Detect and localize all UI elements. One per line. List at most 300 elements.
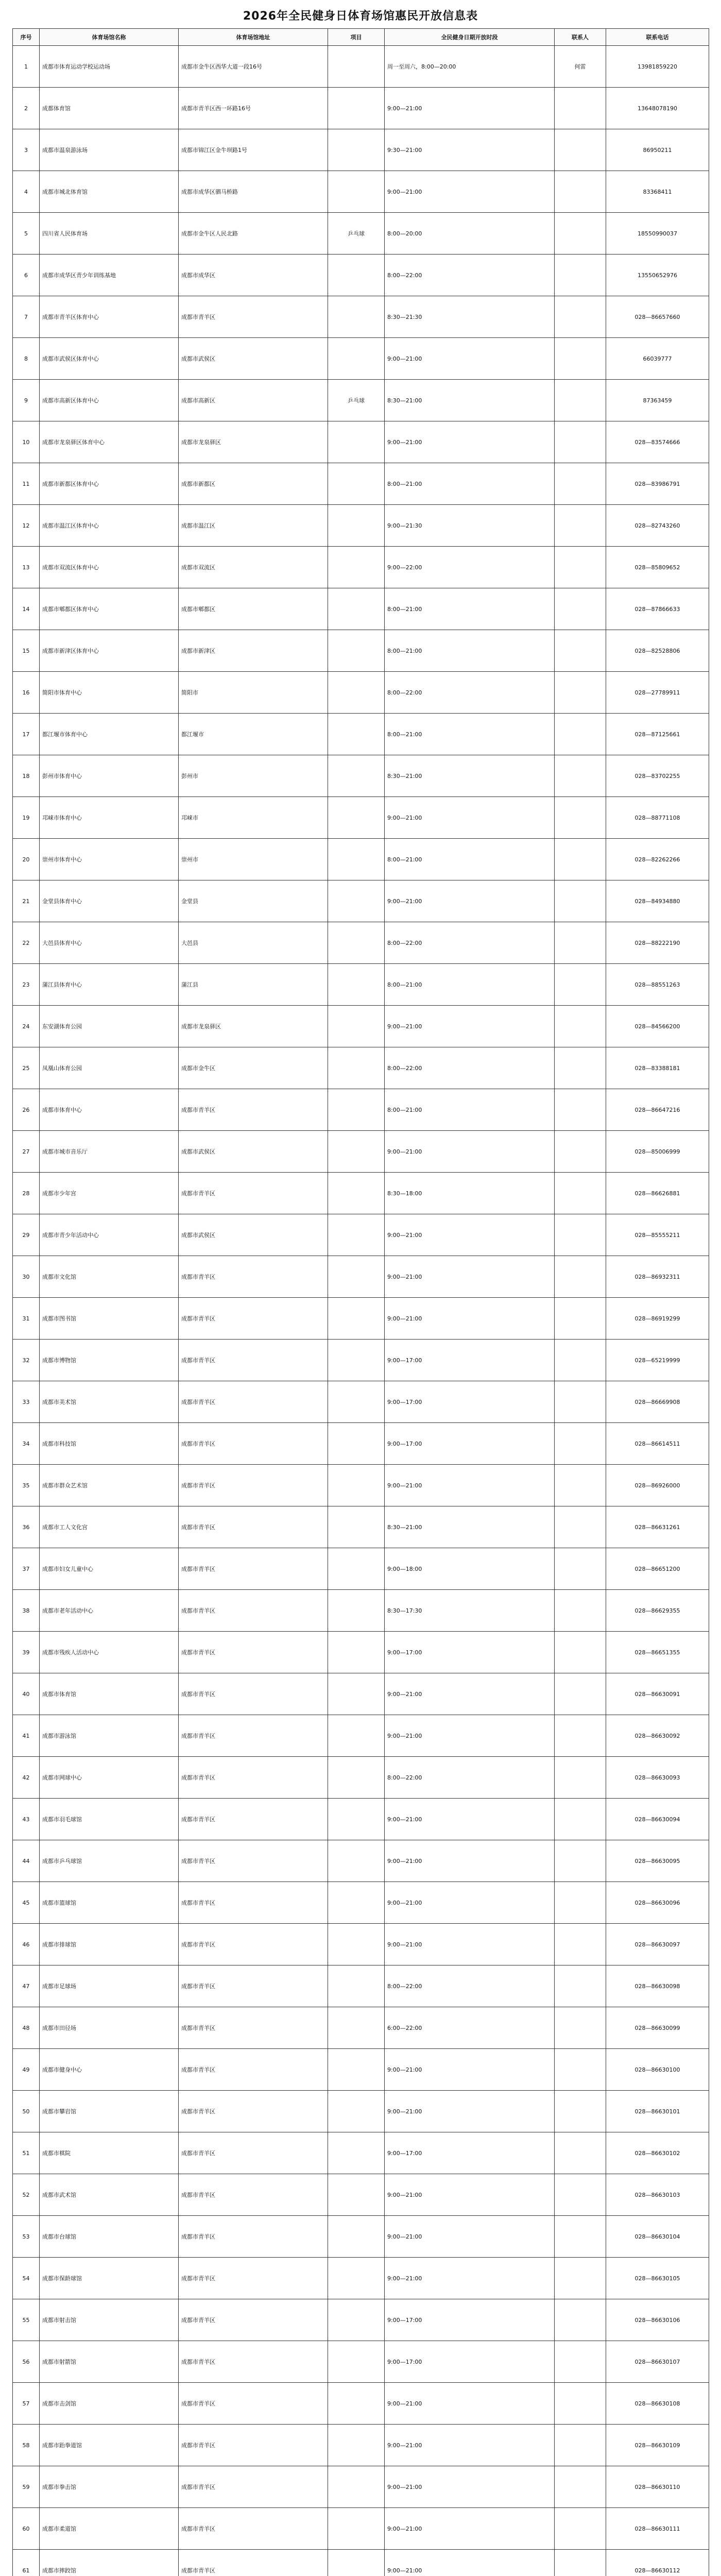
cell-open-hours: 9:00—21:00 xyxy=(385,1799,555,1840)
cell-open-hours: 8:30—21:00 xyxy=(385,755,555,797)
cell-contact-person xyxy=(555,1089,606,1131)
cell-venue-address: 成都市青羊区 xyxy=(179,1298,328,1340)
cell-venue-name: 成都市温江区体育中心 xyxy=(40,505,179,547)
cell-index: 18 xyxy=(13,755,40,797)
cell-index: 5 xyxy=(13,213,40,255)
table-row xyxy=(13,547,709,588)
table-row xyxy=(13,630,709,672)
cell-index: 14 xyxy=(13,588,40,630)
cell-venue-name: 四川省人民体育场 xyxy=(40,213,179,255)
cell-venue-name: 成都市足球场 xyxy=(40,1965,179,2007)
table-row xyxy=(13,1715,709,1757)
cell-open-hours: 8:00—22:00 xyxy=(385,255,555,296)
cell-open-hours: 9:00—17:00 xyxy=(385,1423,555,1465)
table-row xyxy=(13,964,709,1006)
cell-index: 21 xyxy=(13,880,40,922)
cell-contact-phone: 028—83388181 xyxy=(606,1047,709,1089)
cell-open-hours: 9:00—21:00 xyxy=(385,1006,555,1047)
cell-open-hours: 8:00—22:00 xyxy=(385,1757,555,1799)
cell-contact-phone: 028—65219999 xyxy=(606,1340,709,1381)
cell-index: 9 xyxy=(13,380,40,421)
cell-venue-address: 成都市青羊区 xyxy=(179,2049,328,2091)
cell-venue-name: 成都市体育中心 xyxy=(40,1089,179,1131)
table-row xyxy=(13,380,709,421)
cell-index: 54 xyxy=(13,2258,40,2299)
cell-contact-phone: 028—88551263 xyxy=(606,964,709,1006)
cell-venue-address: 彭州市 xyxy=(179,755,328,797)
cell-index: 35 xyxy=(13,1465,40,1506)
cell-venue-name: 成都市游泳馆 xyxy=(40,1715,179,1757)
table-body xyxy=(13,46,709,2576)
cell-open-hours: 8:00—21:00 xyxy=(385,463,555,505)
cell-venue-address: 成都市青羊区 xyxy=(179,1381,328,1423)
cell-venue-name: 成都市郫都区体育中心 xyxy=(40,588,179,630)
cell-item xyxy=(328,421,385,463)
cell-venue-address: 蒲江县 xyxy=(179,964,328,1006)
cell-item xyxy=(328,839,385,880)
cell-item xyxy=(328,547,385,588)
cell-index: 37 xyxy=(13,1548,40,1590)
cell-open-hours: 9:00—21:00 xyxy=(385,1298,555,1340)
cell-index: 32 xyxy=(13,1340,40,1381)
cell-item xyxy=(328,588,385,630)
table-row xyxy=(13,839,709,880)
table-row xyxy=(13,1089,709,1131)
cell-item xyxy=(328,1757,385,1799)
cell-contact-phone: 028—86630104 xyxy=(606,2216,709,2258)
cell-open-hours: 9:00—21:00 xyxy=(385,1256,555,1298)
cell-contact-phone: 028—86630092 xyxy=(606,1715,709,1757)
cell-venue-address: 成都市青羊区 xyxy=(179,1256,328,1298)
cell-venue-name: 成都市残疾人活动中心 xyxy=(40,1632,179,1673)
table-row xyxy=(13,2383,709,2425)
cell-venue-name: 成都体育馆 xyxy=(40,88,179,129)
cell-venue-address: 成都市金牛区西华大道一段16号 xyxy=(179,46,328,88)
table-row xyxy=(13,505,709,547)
cell-contact-person xyxy=(555,1590,606,1632)
cell-contact-phone: 028—83986791 xyxy=(606,463,709,505)
cell-contact-person xyxy=(555,1882,606,1924)
cell-contact-phone: 13648078190 xyxy=(606,88,709,129)
cell-open-hours: 9:00—18:00 xyxy=(385,1548,555,1590)
cell-index: 57 xyxy=(13,2383,40,2425)
cell-venue-address: 成都市新都区 xyxy=(179,463,328,505)
cell-venue-name: 成都市少年宫 xyxy=(40,1173,179,1214)
cell-contact-person xyxy=(555,922,606,964)
cell-open-hours: 8:00—21:00 xyxy=(385,964,555,1006)
cell-venue-address: 成都市青羊区 xyxy=(179,1882,328,1924)
cell-venue-name: 成都市城北体育馆 xyxy=(40,171,179,213)
cell-venue-address: 都江堰市 xyxy=(179,714,328,755)
cell-venue-address: 成都市青羊区 xyxy=(179,1173,328,1214)
table-row xyxy=(13,2466,709,2508)
cell-venue-address: 成都市青羊区 xyxy=(179,2508,328,2550)
table-row xyxy=(13,255,709,296)
cell-venue-address: 成都市青羊区 xyxy=(179,2132,328,2174)
cell-venue-name: 东安湖体育公园 xyxy=(40,1006,179,1047)
cell-open-hours: 8:00—21:00 xyxy=(385,630,555,672)
cell-item xyxy=(328,2258,385,2299)
cell-item xyxy=(328,1632,385,1673)
cell-venue-name: 都江堰市体育中心 xyxy=(40,714,179,755)
cell-contact-phone: 028—86657660 xyxy=(606,296,709,338)
cell-item: 乒乓球 xyxy=(328,380,385,421)
cell-open-hours: 8:30—21:30 xyxy=(385,296,555,338)
cell-venue-address: 成都市青羊区 xyxy=(179,1465,328,1506)
cell-item xyxy=(328,1506,385,1548)
cell-item xyxy=(328,1381,385,1423)
cell-contact-person xyxy=(555,1214,606,1256)
cell-open-hours: 9:00—21:00 xyxy=(385,2383,555,2425)
cell-item xyxy=(328,255,385,296)
cell-open-hours: 9:00—17:00 xyxy=(385,2341,555,2383)
cell-item xyxy=(328,505,385,547)
cell-contact-person xyxy=(555,672,606,714)
cell-contact-person xyxy=(555,2341,606,2383)
cell-contact-phone: 66039777 xyxy=(606,338,709,380)
cell-venue-name: 成都市射击馆 xyxy=(40,2299,179,2341)
cell-index: 45 xyxy=(13,1882,40,1924)
table-row xyxy=(13,1340,709,1381)
cell-index: 60 xyxy=(13,2508,40,2550)
cell-contact-phone: 028—86630094 xyxy=(606,1799,709,1840)
cell-contact-person xyxy=(555,2508,606,2550)
cell-venue-address: 成都市金牛区人民北路 xyxy=(179,213,328,255)
header-venue-name: 体育场馆名称 xyxy=(40,29,179,46)
cell-item xyxy=(328,2216,385,2258)
cell-contact-person xyxy=(555,1006,606,1047)
cell-venue-name: 成都市体育运动学校运动场 xyxy=(40,46,179,88)
cell-contact-phone: 028—86629355 xyxy=(606,1590,709,1632)
cell-contact-phone: 028—86630111 xyxy=(606,2508,709,2550)
cell-open-hours: 9:00—21:00 xyxy=(385,2258,555,2299)
table-row xyxy=(13,1882,709,1924)
cell-venue-address: 成都市青羊区 xyxy=(179,1506,328,1548)
cell-contact-person xyxy=(555,797,606,839)
cell-index: 7 xyxy=(13,296,40,338)
cell-contact-phone: 028—85006999 xyxy=(606,1131,709,1173)
cell-venue-name: 成都市保龄球馆 xyxy=(40,2258,179,2299)
cell-venue-address: 成都市金牛区 xyxy=(179,1047,328,1089)
cell-contact-phone: 028—85555211 xyxy=(606,1214,709,1256)
cell-index: 34 xyxy=(13,1423,40,1465)
cell-open-hours: 9:00—22:00 xyxy=(385,547,555,588)
cell-open-hours: 9:00—21:00 xyxy=(385,2091,555,2132)
cell-index: 16 xyxy=(13,672,40,714)
cell-item xyxy=(328,2299,385,2341)
cell-item xyxy=(328,129,385,171)
cell-index: 46 xyxy=(13,1924,40,1965)
table-row xyxy=(13,1965,709,2007)
cell-open-hours: 9:00—21:00 xyxy=(385,1882,555,1924)
cell-open-hours: 9:00—21:00 xyxy=(385,2425,555,2466)
cell-item xyxy=(328,1673,385,1715)
cell-venue-address: 成都市青羊区 xyxy=(179,1673,328,1715)
cell-contact-phone: 028—86630099 xyxy=(606,2007,709,2049)
cell-index: 47 xyxy=(13,1965,40,2007)
cell-venue-name: 大邑县体育中心 xyxy=(40,922,179,964)
cell-open-hours: 8:00—21:00 xyxy=(385,1089,555,1131)
cell-contact-person xyxy=(555,2132,606,2174)
cell-open-hours: 8:00—21:00 xyxy=(385,714,555,755)
table-row xyxy=(13,2132,709,2174)
cell-index: 23 xyxy=(13,964,40,1006)
cell-contact-person xyxy=(555,1840,606,1882)
cell-contact-phone: 18550990037 xyxy=(606,213,709,255)
cell-venue-name: 成都市摔跤馆 xyxy=(40,2550,179,2576)
cell-contact-phone: 028—27789911 xyxy=(606,672,709,714)
cell-item xyxy=(328,1298,385,1340)
table-row xyxy=(13,2508,709,2550)
cell-item xyxy=(328,630,385,672)
cell-item xyxy=(328,2383,385,2425)
cell-item xyxy=(328,2174,385,2216)
cell-index: 2 xyxy=(13,88,40,129)
cell-venue-name: 成都市新津区体育中心 xyxy=(40,630,179,672)
table-row xyxy=(13,714,709,755)
table-row xyxy=(13,1673,709,1715)
cell-open-hours: 9:00—21:00 xyxy=(385,88,555,129)
cell-venue-name: 成都市新都区体育中心 xyxy=(40,463,179,505)
cell-venue-name: 成都市篮球馆 xyxy=(40,1882,179,1924)
cell-venue-address: 成都市武侯区 xyxy=(179,1131,328,1173)
cell-venue-name: 成都市台球馆 xyxy=(40,2216,179,2258)
cell-open-hours: 8:30—21:00 xyxy=(385,1506,555,1548)
table-row xyxy=(13,129,709,171)
cell-index: 33 xyxy=(13,1381,40,1423)
cell-venue-address: 成都市青羊区 xyxy=(179,2299,328,2341)
cell-contact-person xyxy=(555,755,606,797)
cell-contact-person xyxy=(555,964,606,1006)
cell-contact-phone: 13981859220 xyxy=(606,46,709,88)
cell-contact-phone: 028—83702255 xyxy=(606,755,709,797)
cell-venue-address: 成都市青羊区 xyxy=(179,2466,328,2508)
cell-venue-name: 邛崃市体育中心 xyxy=(40,797,179,839)
table-row xyxy=(13,46,709,88)
cell-venue-name: 崇州市体育中心 xyxy=(40,839,179,880)
cell-venue-name: 彭州市体育中心 xyxy=(40,755,179,797)
table-row xyxy=(13,755,709,797)
table-row xyxy=(13,213,709,255)
cell-item xyxy=(328,1047,385,1089)
cell-venue-address: 成都市青羊区 xyxy=(179,1340,328,1381)
cell-index: 4 xyxy=(13,171,40,213)
cell-venue-address: 成都市武侯区 xyxy=(179,1214,328,1256)
cell-contact-phone: 028—86669908 xyxy=(606,1381,709,1423)
cell-contact-person xyxy=(555,588,606,630)
cell-item xyxy=(328,2132,385,2174)
cell-contact-phone: 028—86630100 xyxy=(606,2049,709,2091)
cell-venue-address: 成都市青羊区 xyxy=(179,2425,328,2466)
cell-contact-person xyxy=(555,463,606,505)
cell-open-hours: 9:00—21:00 xyxy=(385,1715,555,1757)
table-row xyxy=(13,2341,709,2383)
table-row xyxy=(13,421,709,463)
header-contact-person: 联系人 xyxy=(555,29,606,46)
cell-item xyxy=(328,1131,385,1173)
cell-contact-phone: 028—84934880 xyxy=(606,880,709,922)
cell-open-hours: 9:00—21:00 xyxy=(385,2174,555,2216)
cell-contact-phone: 13550652976 xyxy=(606,255,709,296)
cell-item xyxy=(328,1840,385,1882)
cell-contact-phone: 028—86932311 xyxy=(606,1256,709,1298)
cell-contact-phone: 028—86630110 xyxy=(606,2466,709,2508)
cell-contact-phone: 028—82528806 xyxy=(606,630,709,672)
cell-venue-address: 成都市龙泉驿区 xyxy=(179,1006,328,1047)
cell-item xyxy=(328,1715,385,1757)
header-open-hours: 全民健身日期开放时段 xyxy=(385,29,555,46)
cell-venue-name: 成都市科技馆 xyxy=(40,1423,179,1465)
cell-item xyxy=(328,1173,385,1214)
cell-contact-phone: 86950211 xyxy=(606,129,709,171)
cell-contact-person xyxy=(555,1173,606,1214)
cell-open-hours: 9:00—21:00 xyxy=(385,1673,555,1715)
cell-item xyxy=(328,1965,385,2007)
cell-venue-address: 成都市青羊区 xyxy=(179,1632,328,1673)
cell-contact-person xyxy=(555,880,606,922)
cell-index: 11 xyxy=(13,463,40,505)
cell-contact-person xyxy=(555,255,606,296)
cell-item xyxy=(328,797,385,839)
cell-venue-address: 成都市青羊区 xyxy=(179,1799,328,1840)
cell-venue-name: 成都市博物馆 xyxy=(40,1340,179,1381)
cell-venue-address: 成都市青羊区 xyxy=(179,2216,328,2258)
cell-item xyxy=(328,880,385,922)
cell-venue-address: 成都市青羊区 xyxy=(179,2091,328,2132)
table-row xyxy=(13,2216,709,2258)
table-row xyxy=(13,2007,709,2049)
cell-item xyxy=(328,2341,385,2383)
cell-index: 51 xyxy=(13,2132,40,2174)
cell-contact-person xyxy=(555,1047,606,1089)
cell-contact-phone: 028—86614511 xyxy=(606,1423,709,1465)
cell-open-hours: 9:00—21:00 xyxy=(385,1465,555,1506)
cell-contact-phone: 028—86630105 xyxy=(606,2258,709,2299)
cell-venue-name: 成都市青少年活动中心 xyxy=(40,1214,179,1256)
cell-venue-address: 成都市青羊区 xyxy=(179,1840,328,1882)
cell-open-hours: 8:00—22:00 xyxy=(385,1047,555,1089)
cell-item xyxy=(328,463,385,505)
cell-open-hours: 9:00—21:00 xyxy=(385,1840,555,1882)
cell-item xyxy=(328,922,385,964)
cell-venue-name: 成都市羽毛球馆 xyxy=(40,1799,179,1840)
table-row xyxy=(13,2091,709,2132)
cell-contact-phone: 028—82743260 xyxy=(606,505,709,547)
cell-venue-address: 金堂县 xyxy=(179,880,328,922)
table-row xyxy=(13,1757,709,1799)
cell-venue-address: 成都市郫都区 xyxy=(179,588,328,630)
cell-contact-phone: 028—86630108 xyxy=(606,2383,709,2425)
page-title: 2026年全民健身日体育场馆惠民开放信息表 xyxy=(243,10,478,23)
cell-contact-phone: 028—86926000 xyxy=(606,1465,709,1506)
cell-contact-phone: 028—86651200 xyxy=(606,1548,709,1590)
cell-open-hours: 9:00—21:00 xyxy=(385,338,555,380)
cell-venue-address: 成都市高新区 xyxy=(179,380,328,421)
cell-item xyxy=(328,964,385,1006)
cell-open-hours: 8:30—17:30 xyxy=(385,1590,555,1632)
cell-contact-person xyxy=(555,1757,606,1799)
cell-open-hours: 8:00—20:00 xyxy=(385,213,555,255)
cell-open-hours: 周一至周六，8:00—20:00 xyxy=(385,46,555,88)
cell-contact-phone: 028—86630102 xyxy=(606,2132,709,2174)
cell-venue-address: 成都市青羊区 xyxy=(179,1715,328,1757)
cell-venue-name: 蒲江县体育中心 xyxy=(40,964,179,1006)
cell-open-hours: 8:30—18:00 xyxy=(385,1173,555,1214)
cell-index: 56 xyxy=(13,2341,40,2383)
table-row xyxy=(13,1381,709,1423)
header-index: 序号 xyxy=(13,29,40,46)
cell-contact-person: 何雷 xyxy=(555,46,606,88)
cell-contact-phone: 028—86630096 xyxy=(606,1882,709,1924)
cell-venue-address: 成都市成华区驷马桥路 xyxy=(179,171,328,213)
cell-index: 59 xyxy=(13,2466,40,2508)
cell-venue-name: 成都市射箭馆 xyxy=(40,2341,179,2383)
cell-contact-phone: 028—88771108 xyxy=(606,797,709,839)
cell-venue-address: 成都市青羊区 xyxy=(179,1590,328,1632)
table-row xyxy=(13,1423,709,1465)
cell-open-hours: 9:00—21:00 xyxy=(385,1924,555,1965)
cell-item xyxy=(328,1799,385,1840)
table-row xyxy=(13,1840,709,1882)
cell-venue-name: 成都市城市音乐厅 xyxy=(40,1131,179,1173)
cell-venue-address: 成都市青羊区 xyxy=(179,2341,328,2383)
cell-item xyxy=(328,1882,385,1924)
cell-contact-person xyxy=(555,2091,606,2132)
cell-contact-person xyxy=(555,2258,606,2299)
cell-contact-person xyxy=(555,1548,606,1590)
table-row xyxy=(13,1256,709,1298)
cell-venue-address: 成都市青羊区 xyxy=(179,1924,328,1965)
cell-contact-phone: 87363459 xyxy=(606,380,709,421)
cell-index: 15 xyxy=(13,630,40,672)
cell-contact-person xyxy=(555,421,606,463)
table-row xyxy=(13,88,709,129)
cell-index: 17 xyxy=(13,714,40,755)
cell-index: 38 xyxy=(13,1590,40,1632)
cell-venue-name: 成都市双流区体育中心 xyxy=(40,547,179,588)
cell-venue-address: 成都市成华区 xyxy=(179,255,328,296)
cell-item xyxy=(328,2091,385,2132)
cell-contact-person xyxy=(555,1131,606,1173)
cell-open-hours: 9:30—21:00 xyxy=(385,129,555,171)
cell-contact-person xyxy=(555,129,606,171)
table-row xyxy=(13,1131,709,1173)
cell-index: 49 xyxy=(13,2049,40,2091)
table-row xyxy=(13,338,709,380)
cell-item xyxy=(328,2425,385,2466)
cell-contact-phone: 028—88222190 xyxy=(606,922,709,964)
header-contact-phone: 联系电话 xyxy=(606,29,709,46)
table-row xyxy=(13,1924,709,1965)
cell-venue-name: 成都市文化馆 xyxy=(40,1256,179,1298)
cell-contact-phone: 028—86631261 xyxy=(606,1506,709,1548)
cell-item xyxy=(328,2550,385,2576)
venue-table xyxy=(12,28,709,2576)
cell-item xyxy=(328,2466,385,2508)
cell-contact-person xyxy=(555,1924,606,1965)
cell-open-hours: 9:00—17:00 xyxy=(385,1381,555,1423)
table-row xyxy=(13,1506,709,1548)
cell-contact-person xyxy=(555,2049,606,2091)
cell-venue-name: 成都市乒乓球馆 xyxy=(40,1840,179,1882)
cell-venue-name: 成都市老年活动中心 xyxy=(40,1590,179,1632)
cell-item xyxy=(328,755,385,797)
cell-contact-person xyxy=(555,213,606,255)
table-row xyxy=(13,672,709,714)
cell-contact-person xyxy=(555,2007,606,2049)
cell-index: 6 xyxy=(13,255,40,296)
cell-open-hours: 6:00—22:00 xyxy=(385,2007,555,2049)
